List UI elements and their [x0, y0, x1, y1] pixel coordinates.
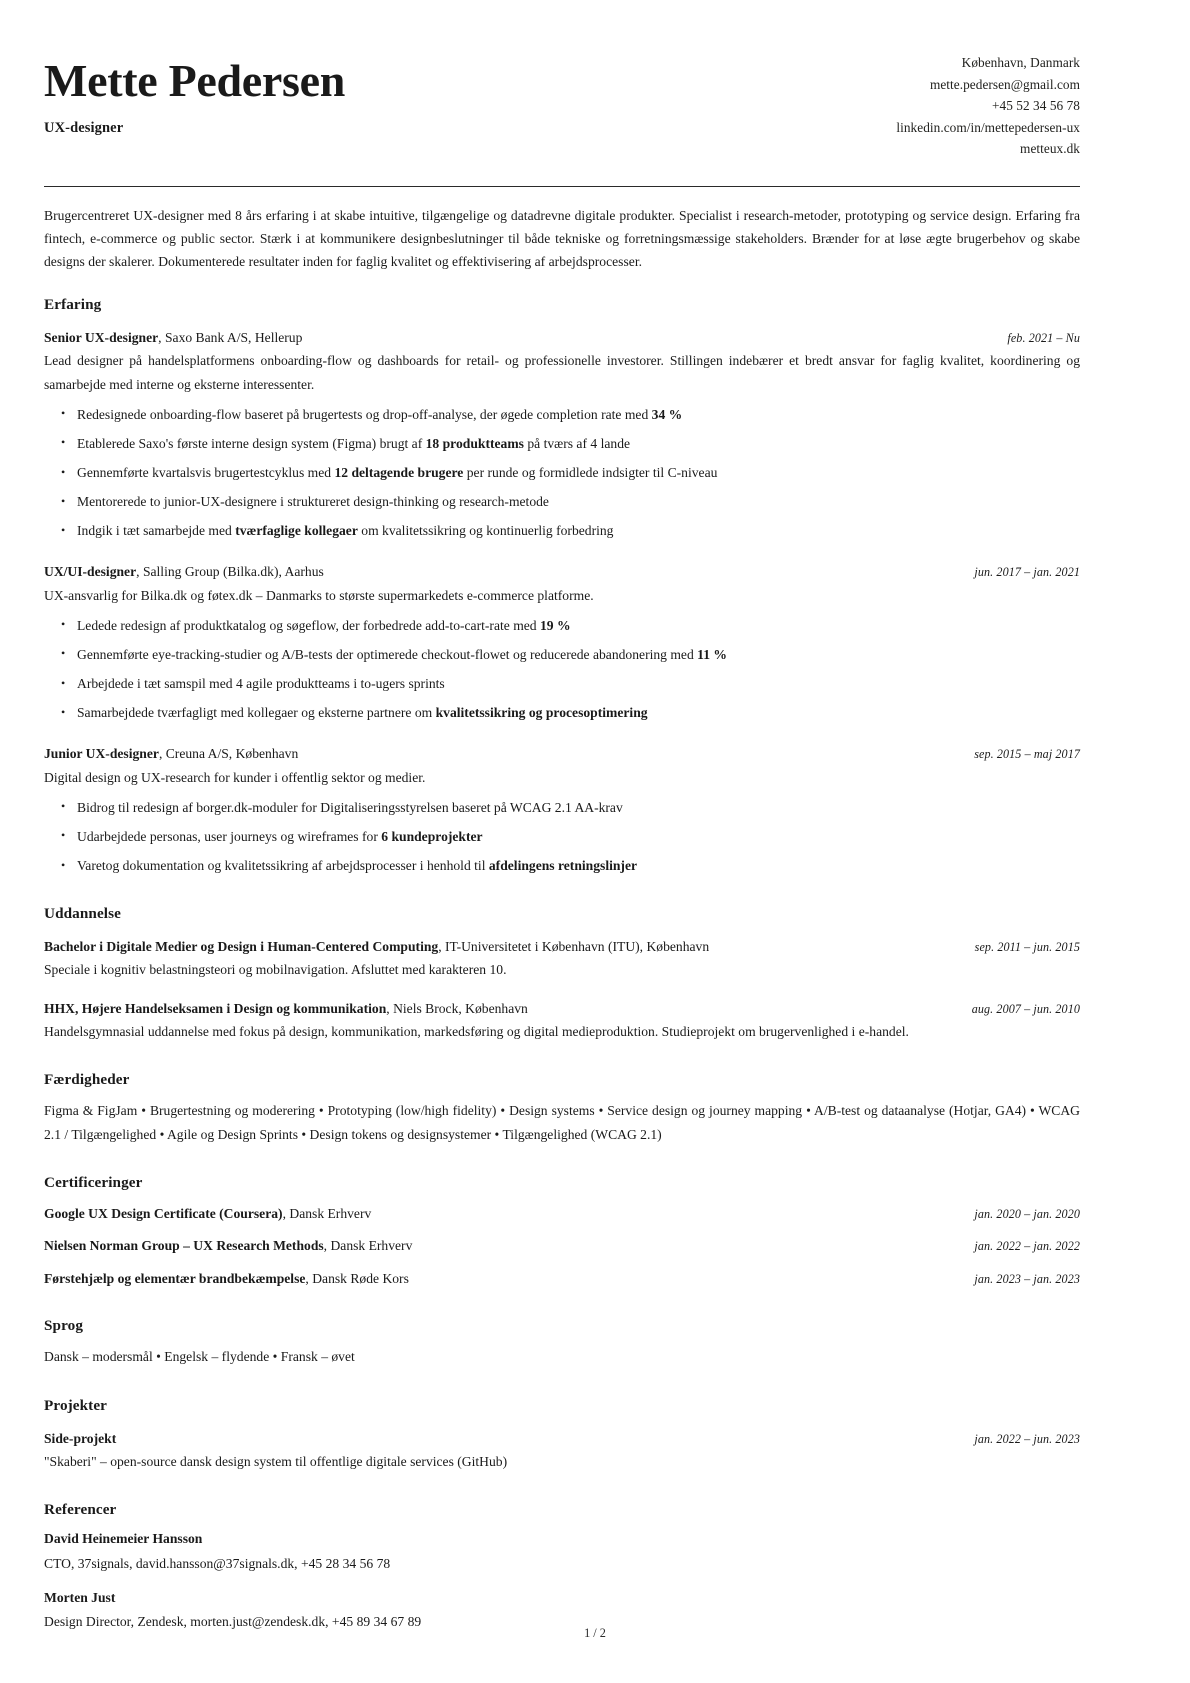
education-degree: Bachelor i Digitale Medier og Design i Human-Centered Computing: [44, 938, 439, 954]
list-item: • Gennemførte eye-tracking-studier og A/B-tests der optimerede checkout-flowet og reducerede abandonering med 11 %: [75, 645, 1080, 666]
certification-date: jan. 2022 – jan. 2022: [974, 1239, 1080, 1254]
experience-entry-title: [44, 328, 302, 348]
section-title-skills: Færdigheder: [44, 1071, 130, 1089]
experience-bullet-list: [44, 405, 1080, 542]
list-item: • Bidrog til redesign af borger.dk-moduler for Digitaliseringsstyrelsen baseret på WCAG 2.1 AA-krav: [75, 798, 1080, 819]
list-item: • Ledede redesign af produktkatalog og søgeflow, der forbedrede add-to-cart-rate med 19 %: [75, 616, 1080, 637]
experience-entry-head: [44, 744, 1080, 764]
cv-sheet: [42, 42, 1080, 1633]
education-entry-head: [44, 999, 1080, 1019]
contact-phone: +45 52 34 56 78: [991, 98, 1080, 114]
reference-detail: Design Director, Zendesk, morten.just@zendesk.dk, +45 89 34 67 89: [44, 1613, 422, 1629]
contact-block: [896, 46, 1080, 160]
project-description: "Skaberi" – open-source dansk design system til offentlige digitale services (GitHub): [44, 1454, 508, 1470]
section-skills: [44, 1071, 1080, 1146]
experience-company: , Salling Group (Bilka.dk), Aarhus: [136, 563, 324, 579]
list-item: • Arbejdede i tæt samspil med 4 agile produktteams i to-ugers sprints: [75, 674, 1080, 695]
reference-name: Morten Just: [44, 1589, 116, 1605]
education-entry-title: [44, 937, 709, 957]
education-entry-title: [44, 999, 528, 1019]
experience-company: , Saxo Bank A/S, Hellerup: [158, 329, 303, 345]
certification-row: [44, 1269, 1080, 1289]
section-projects: [44, 1397, 1080, 1474]
experience-date: sep. 2015 – maj 2017: [974, 746, 1080, 761]
section-title-experience: Erfaring: [44, 295, 102, 313]
experience-date: feb. 2021 – Nu: [1007, 330, 1080, 345]
education-date: aug. 2007 – jun. 2010: [971, 1001, 1080, 1016]
project-entry-head: [44, 1429, 1080, 1449]
certification-row: [44, 1236, 1080, 1256]
project-date: jan. 2022 – jun. 2023: [974, 1431, 1080, 1446]
certification-name-row: [44, 1269, 409, 1289]
certification-date: jan. 2023 – jan. 2023: [974, 1271, 1080, 1286]
education-institution: , Niels Brock, København: [386, 1000, 528, 1016]
certification-issuer: , Dansk Røde Kors: [305, 1270, 409, 1286]
list-item: • Indgik i tæt samarbejde med tværfaglige kollegaer om kvalitetssikring og kontinuerlig forbedring: [75, 521, 1080, 542]
list-item: • Etablerede Saxo's første interne design system (Figma) brugt af 18 produktteams på tværs af 4 lande: [75, 434, 1080, 455]
list-item: • Samarbejdede tværfagligt med kollegaer og eksterne partnere om kvalitetssikring og procesoptimering: [75, 703, 1080, 724]
project-entry: [44, 1429, 1080, 1474]
contact-linkedin[interactable]: linkedin.com/in/mettepedersen-ux: [896, 119, 1080, 135]
reference-entry: [44, 1529, 1080, 1574]
experience-company: , Creuna A/S, København: [158, 745, 299, 761]
certification-name: Nielsen Norman Group – UX Research Methods: [44, 1238, 324, 1254]
certification-row: [44, 1204, 1080, 1224]
section-languages: [44, 1317, 1080, 1368]
section-references: [44, 1501, 1080, 1632]
experience-entry-title: [44, 744, 298, 764]
certification-name: Førstehjælp og elementær brandbekæmpelse: [44, 1270, 306, 1286]
job-title-subheading: UX-designer: [44, 119, 124, 136]
experience-entry-title: [44, 562, 324, 582]
section-title-projects: Projekter: [44, 1396, 108, 1414]
certification-name: Google UX Design Certificate (Coursera): [44, 1206, 283, 1222]
section-certifications: [44, 1174, 1080, 1289]
reference-detail: CTO, 37signals, david.hansson@37signals.dk, +45 28 34 56 78: [44, 1555, 391, 1571]
list-item: • Redesignede onboarding-flow baseret på brugertests og drop-off-analyse, der øgede completion rate med 34 %: [75, 405, 1080, 426]
experience-description: Digital design og UX-research for kunder i offentlig sektor og medier.: [44, 769, 426, 785]
reference-name: David Heinemeier Hansson: [44, 1531, 203, 1547]
education-entry: [44, 937, 1080, 982]
experience-date: jun. 2017 – jan. 2021: [974, 564, 1080, 579]
section-education: [44, 905, 1080, 1044]
list-item: • Mentorerede to junior-UX-designere i struktureret design-thinking og research-metode: [75, 492, 1080, 513]
languages-text: Dansk – modersmål • Engelsk – flydende • Fransk – øvet: [44, 1349, 355, 1365]
list-item: • Udarbejdede personas, user journeys og wireframes for 6 kundeprojekter: [75, 827, 1080, 848]
education-date: sep. 2011 – jun. 2015: [974, 939, 1080, 954]
certification-issuer: , Dansk Erhverv: [282, 1206, 372, 1222]
certification-name-row: [44, 1204, 371, 1224]
section-title-languages: Sprog: [44, 1317, 84, 1335]
section-title-references: Referencer: [44, 1501, 117, 1519]
experience-entry: [44, 744, 1080, 877]
contact-location: København, Danmark: [961, 55, 1080, 70]
experience-bullet-list: [44, 616, 1080, 724]
profile-summary: Brugercentreret UX-designer med 8 års erfaring i at skabe intuitive, tilgængelige og datadrevne digitale produkter. Specialist i research-metoder, prototyping og service design. Erfaring fra fintech, e-commerce og public sector. Stærk i at kommunikere designbeslutninger til både tekniske og forretningsmæssige stakeholders. Brænder for at løse ægte brugerbehov og skabe designs der skalerer. Dokumenterede resultater inden for faglig kvalitet og effektivisering af arbejdsprocesser.: [44, 207, 1080, 270]
education-description: Speciale i kognitiv belastningsteori og mobilnavigation. Afsluttet med karakteren 10.: [44, 962, 507, 978]
experience-description: Lead designer på handelsplatformens onboarding-flow og dashboards for retail- og professionelle investorer. Stillingen indebærer et bredt ansvar for faglig kvalitet, koordinering og samarbejde med interne og eksterne interessenter.: [44, 353, 1080, 392]
experience-entry-head: [44, 562, 1080, 582]
page-footer: [0, 1626, 1190, 1641]
experience-role: UX/UI-designer: [44, 563, 137, 579]
cv-header: [44, 42, 1080, 160]
project-entry-title: [44, 1429, 116, 1449]
experience-entry: [44, 562, 1080, 724]
project-name: Side-projekt: [44, 1430, 117, 1446]
certification-name-row: [44, 1236, 412, 1256]
education-entry: [44, 999, 1080, 1044]
section-title-certifications: Certificeringer: [44, 1174, 143, 1192]
experience-bullet-list: [44, 798, 1080, 877]
education-description: Handelsgymnasial uddannelse med fokus på design, kommunikation, markedsføring og digital medieproduktion. Studieprojekt om brugervenlighed i e-handel.: [44, 1024, 909, 1040]
header-identity: [44, 46, 345, 137]
education-institution: , IT-Universitetet i København (ITU), København: [438, 938, 710, 954]
section-title-education: Uddannelse: [44, 904, 121, 922]
experience-role: Junior UX-designer: [44, 745, 159, 761]
contact-website[interactable]: metteux.dk: [1020, 141, 1080, 157]
experience-entry-head: [44, 328, 1080, 348]
header-divider: [44, 186, 1080, 187]
education-entry-head: [44, 937, 1080, 957]
list-item: • Varetog dokumentation og kvalitetssikring af arbejdsprocesser i henhold til afdelingens retningslinjer: [75, 856, 1080, 877]
education-degree: HHX, Højere Handelseksamen i Design og kommunikation: [44, 1000, 387, 1016]
section-experience: [44, 296, 1080, 877]
certification-issuer: , Dansk Erhverv: [323, 1238, 413, 1254]
list-item: • Gennemførte kvartalsvis brugertestcyklus med 12 deltagende brugere per runde og formidlede indsigter til C-niveau: [75, 463, 1080, 484]
contact-email[interactable]: mette.pedersen@gmail.com: [929, 76, 1080, 92]
experience-role: Senior UX-designer: [44, 329, 159, 345]
certification-date: jan. 2020 – jan. 2020: [974, 1207, 1080, 1222]
page-number: 1 / 2: [584, 1626, 606, 1640]
experience-entry: [44, 328, 1080, 542]
skills-text: Figma & FigJam • Brugertestning og moderering • Prototyping (low/high fidelity) • Design systems • Service design og journey mapping • A/B-test og dataanalyse (Hotjar, GA4) • WCAG 2.1 / Tilgængelighed • Agile og Design Sprints • Design tokens og designsystemer • Tilgængelighed (WCAG 2.1): [44, 1103, 1080, 1142]
page-title: Mette Pedersen: [44, 55, 346, 106]
experience-description: UX-ansvarlig for Bilka.dk og føtex.dk – Danmarks to største supermarkedets e-commerce platforme.: [44, 587, 594, 603]
